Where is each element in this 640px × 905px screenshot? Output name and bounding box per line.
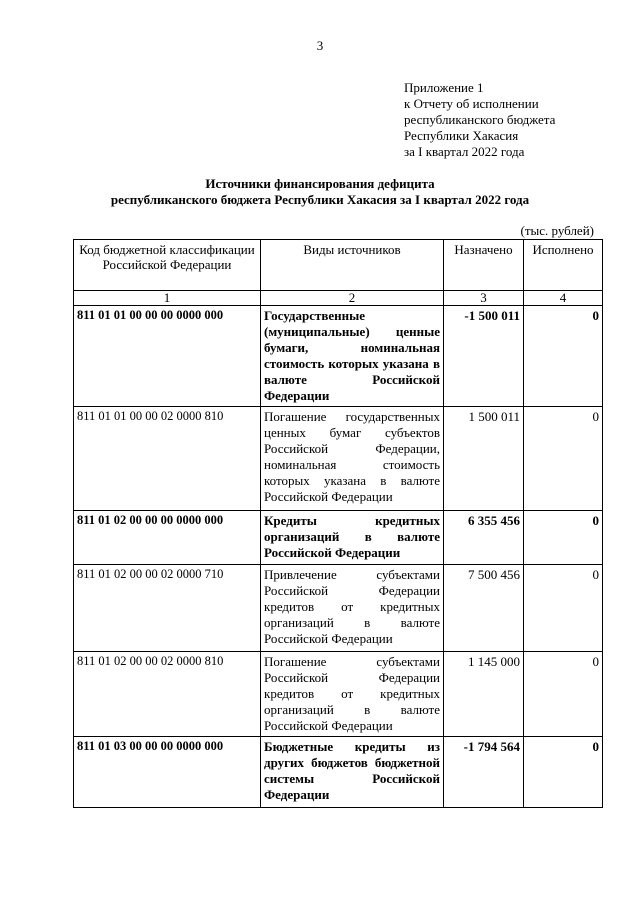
column-number: 2 [261, 291, 444, 306]
appendix-note [404, 80, 555, 160]
header-executed: Исполнено [524, 240, 603, 291]
row-executed: 0 [524, 737, 603, 808]
row-description: Погашение государственных ценных бумаг субъектов Российской Федерации, номинальная стоимость которых указана в валюте Российской Федерации [261, 407, 444, 511]
row-description: Погашение субъектами Российской Федерации кредитов от кредитных организаций в валюте Российской Федерации [261, 652, 444, 737]
row-code: 811 01 02 00 00 02 0000 810 [74, 652, 261, 737]
row-assigned: -1 794 564 [444, 737, 524, 808]
row-code: 811 01 01 00 00 02 0000 810 [74, 407, 261, 511]
row-description: Привлечение субъектами Российской Федерации кредитов от кредитных организаций в валюте Российской Федерации [261, 565, 444, 652]
table-row [74, 737, 603, 808]
row-assigned: 7 500 456 [444, 565, 524, 652]
row-code: 811 01 02 00 00 02 0000 710 [74, 565, 261, 652]
appendix-line: Приложение 1 [404, 80, 484, 95]
table-row [74, 306, 603, 407]
header-code: Код бюджетной классификации Российской Федерации [74, 240, 261, 291]
table-row [74, 565, 603, 652]
column-number: 3 [444, 291, 524, 306]
table-row [74, 652, 603, 737]
row-executed: 0 [524, 407, 603, 511]
row-executed: 0 [524, 511, 603, 565]
row-code: 811 01 01 00 00 00 0000 000 [74, 306, 261, 407]
appendix-line: Республики Хакасия [404, 128, 519, 143]
row-assigned: 1 145 000 [444, 652, 524, 737]
row-description: Кредиты кредитных организаций в валюте Российской Федерации [261, 511, 444, 565]
row-executed: 0 [524, 652, 603, 737]
title-line-1: Источники финансирования дефицита [205, 176, 435, 191]
row-description: Государственные (муниципальные) ценные бумаги, номинальная стоимость которых указана в валюте Российской Федерации [261, 306, 444, 407]
row-code: 811 01 03 00 00 00 0000 000 [74, 737, 261, 808]
title-line-2: республиканского бюджета Республики Хакасия за I квартал 2022 года [110, 192, 530, 207]
row-description: Бюджетные кредиты из других бюджетов бюджетной системы Российской Федерации [261, 737, 444, 808]
row-assigned: 1 500 011 [444, 407, 524, 511]
appendix-line: за I квартал 2022 года [404, 144, 525, 159]
row-executed: 0 [524, 565, 603, 652]
row-executed: 0 [524, 306, 603, 407]
table-row [74, 407, 603, 511]
column-number: 1 [74, 291, 261, 306]
page-number: 3 [316, 38, 324, 53]
row-assigned: -1 500 011 [444, 306, 524, 407]
header-assigned: Назначено [444, 240, 524, 291]
row-code: 811 01 02 00 00 00 0000 000 [74, 511, 261, 565]
document-title [0, 176, 640, 208]
units-label: (тыс. рублей) [520, 223, 594, 238]
table-row [74, 511, 603, 565]
row-assigned: 6 355 456 [444, 511, 524, 565]
appendix-line: к Отчету об исполнении [404, 96, 539, 111]
column-number: 4 [524, 291, 603, 306]
header-kind: Виды источников [261, 240, 444, 291]
financing-sources-table [73, 239, 603, 808]
appendix-line: республиканского бюджета [404, 112, 556, 127]
